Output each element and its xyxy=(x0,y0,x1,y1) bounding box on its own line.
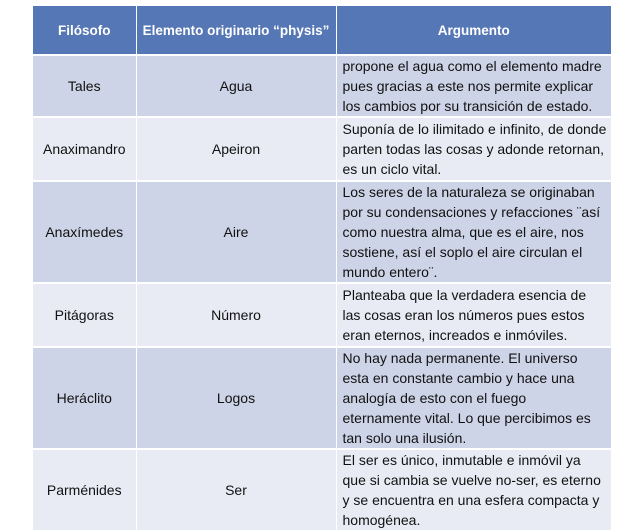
philosophers-table xyxy=(33,6,611,530)
philosopher-cell: Pitágoras xyxy=(33,283,136,347)
argument-cell: Los seres de la naturaleza se originaban por su condensaciones y refacciones ¨así como nuestra alma, que es el aire, nos sostiene, así el soplo el aire circulan el mundo entero¨. xyxy=(336,181,611,283)
table-row xyxy=(33,449,611,530)
table-row xyxy=(33,181,611,283)
table-header xyxy=(33,6,611,55)
element-cell: Aire xyxy=(136,181,336,283)
argument-cell: Planteaba que la verdadera esencia de las cosas eran los números pues estos eran eternos, increados e inmóviles. xyxy=(336,283,611,347)
argument-cell: El ser es único, inmutable e inmóvil ya que si cambia se vuelve no-ser, es eterno y se encuentra en una esfera compacta y homogénea. xyxy=(336,449,611,530)
header-argument: Argumento xyxy=(336,6,611,55)
argument-cell: Suponía de lo ilimitado e infinito, de donde parten todas las cosas y adonde retornan, es un ciclo vital. xyxy=(336,117,611,181)
philosopher-cell: Anaxímedes xyxy=(33,181,136,283)
argument-cell: No hay nada permanente. El universo esta en constante cambio y hace una analogía de esto con el fuego eternamente vital. Lo que percibimos es tan solo una ilusión. xyxy=(336,347,611,449)
table-body xyxy=(33,55,611,530)
element-cell: Apeiron xyxy=(136,117,336,181)
element-cell: Agua xyxy=(136,55,336,117)
header-element: Elemento originario “physis” xyxy=(136,6,336,55)
element-cell: Número xyxy=(136,283,336,347)
header-philosopher: Filósofo xyxy=(33,6,136,55)
philosopher-cell: Parménides xyxy=(33,449,136,530)
table-row xyxy=(33,347,611,449)
philosopher-cell: Tales xyxy=(33,55,136,117)
table-row xyxy=(33,283,611,347)
element-cell: Logos xyxy=(136,347,336,449)
header-row xyxy=(33,6,611,55)
element-cell: Ser xyxy=(136,449,336,530)
philosopher-cell: Anaximandro xyxy=(33,117,136,181)
table-row xyxy=(33,55,611,117)
argument-cell: propone el agua como el elemento madre pues gracias a este nos permite explicar los cambios por su transición de estado. xyxy=(336,55,611,117)
philosopher-cell: Heráclito xyxy=(33,347,136,449)
table-row xyxy=(33,117,611,181)
